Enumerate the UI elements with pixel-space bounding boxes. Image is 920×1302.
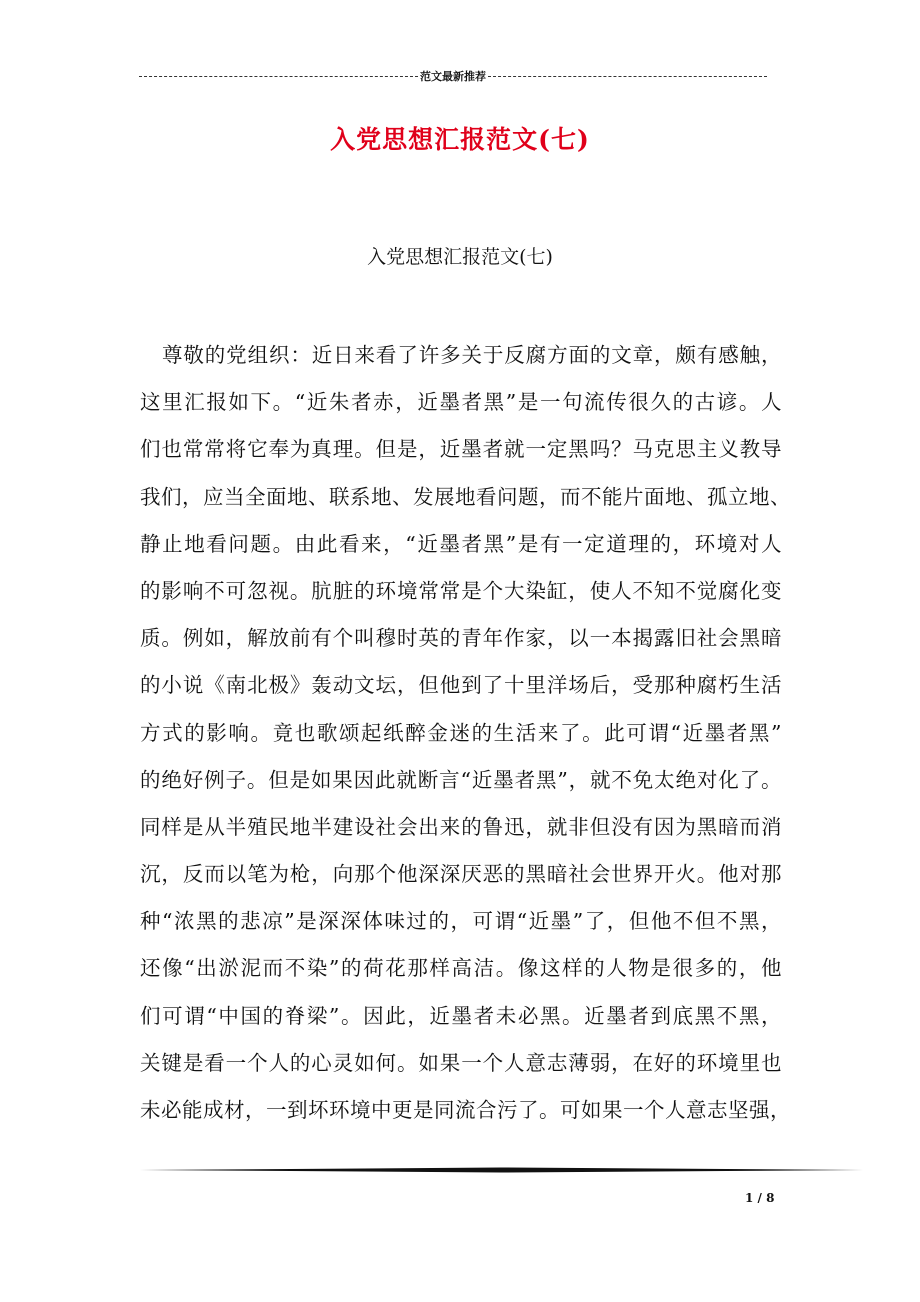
body-text [140,332,791,1134]
body-line: 们可谓“中国的脊梁”。因此，近墨者未必黑。近墨者到底黑不黑， [140,1003,782,1028]
body-line: 关键是看一个人的心灵如何。如果一个人意志薄弱，在好的环境里也 [140,1050,782,1075]
body-line: 的绝好例子。但是如果因此就断言“近墨者黑”，就不免太绝对化了。 [140,767,782,792]
document-subtitle: 入党思想汇报范文(七) [367,246,553,268]
body-line: 还像“出淤泥而不染”的荷花那样高洁。像这样的人物是很多的，他 [140,956,782,981]
page-header [139,68,767,84]
header-dash-right [488,76,767,77]
body-line: 我们，应当全面地、联系地、发展地看问题，而不能片面地、孤立地、 [140,484,791,509]
body-line: 同样是从半殖民地半建设社会出来的鲁迅，就非但没有因为黑暗而消 [140,814,782,839]
body-line: 质。例如，解放前有个叫穆时英的青年作家，以一本揭露旧社会黑暗 [140,626,782,651]
body-line: 种“浓黑的悲凉”是深深体味过的，可谓“近墨”了，但他不但不黑， [140,909,782,934]
header-dash-left [139,76,418,77]
document-title: 入党思想汇报范文(七) [330,125,590,154]
body-line: 未必能成材，一到坏环境中更是同流合污了。可如果一个人意志坚强， [140,1098,791,1122]
body-line: 的小说《南北极》轰动文坛，但他到了十里洋场后，受那种腐朽生活 [140,673,782,698]
body-line: 静止地看问题。由此看来，“近墨者黑”是有一定道理的，环境对人 [140,531,782,556]
body-line: 沉，反而以笔为枪，向那个他深深厌恶的黑暗社会世界开火。他对那 [140,862,782,887]
body-line: 的影响不可忽视。肮脏的环境常常是个大染缸，使人不知不觉腐化变 [140,578,782,603]
body-line: 方式的影响。竟也歌颂起纸醉金迷的生活来了。此可谓“近墨者黑” [140,720,782,745]
page-number: 1 / 8 [745,1191,775,1205]
body-line: 们也常常将它奉为真理。但是，近墨者就一定黑吗？马克思主义教导 [140,437,782,462]
body-line: 这里汇报如下。“近朱者赤，近墨者黑”是一句流传很久的古谚。人 [140,390,782,415]
footer-rule [140,1167,863,1173]
header-label: 范文最新推荐 [420,70,486,83]
body-line: 尊敬的党组织：近日来看了许多关于反腐方面的文章，颇有感触， [162,343,782,367]
